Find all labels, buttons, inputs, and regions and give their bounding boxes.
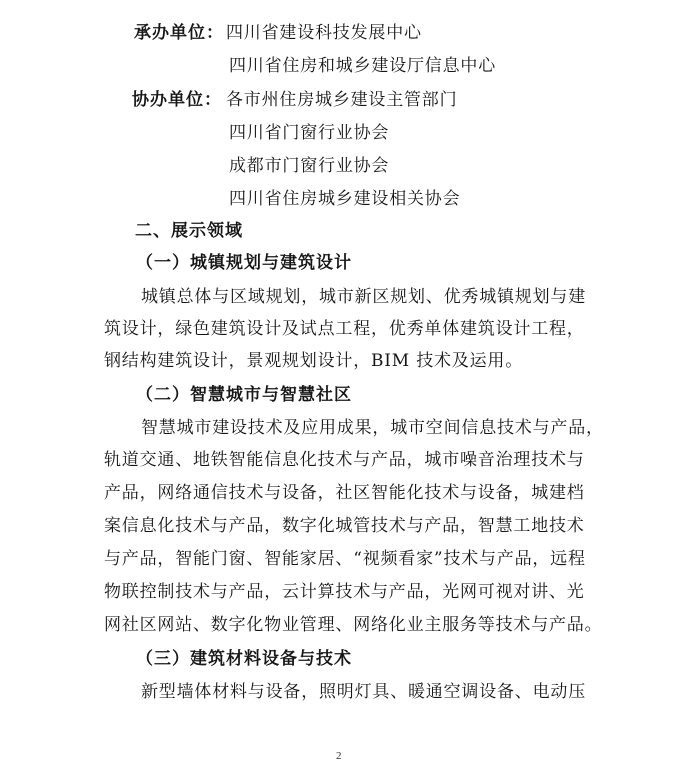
paragraph-line: 筑设计，绿色建筑设计及试点工程，优秀单体建筑设计工程，	[104, 319, 585, 339]
subsection-title-3: （三）建筑材料设备与技术	[136, 649, 352, 669]
subsection-title-1: （一）城镇规划与建筑设计	[136, 253, 352, 273]
co-label: 协办单位：	[132, 90, 222, 110]
paragraph-line: 与产品，智能门窗、智能家居、“视频看家”技术与产品，远程	[104, 549, 586, 569]
co-unit-1: 各市州住房城乡建设主管部门	[226, 90, 458, 110]
section-heading: 二、展示领域	[135, 221, 243, 241]
paragraph-line: 城镇总体与区域规划，城市新区规划、优秀城镇规划与建	[141, 287, 586, 307]
paragraph-line: 智慧城市建设技术及应用成果，城市空间信息技术与产品，	[141, 418, 604, 438]
host-unit-1: 四川省建设科技发展中心	[226, 23, 422, 43]
paragraph-line: 网社区网站、数字化物业管理、网络化业主服务等技术与产品。	[104, 615, 603, 635]
host-unit-2: 四川省住房和城乡建设厅信息中心	[229, 56, 496, 76]
paragraph-line: 产品，网络通信技术与设备，社区智能化技术与设备，城建档	[104, 483, 585, 503]
host-label: 承办单位：	[134, 23, 224, 43]
paragraph-line: 物联控制技术与产品，云计算技术与产品，光网可视对讲、光	[104, 582, 585, 602]
co-unit-2: 四川省门窗行业协会	[229, 123, 390, 143]
paragraph-line: 新型墙体材料与设备，照明灯具、暖通空调设备、电动压	[141, 682, 586, 702]
subsection-title-2: （二）智慧城市与智慧社区	[136, 385, 352, 405]
co-unit-4: 四川省住房城乡建设相关协会	[229, 189, 461, 209]
page-number: 2	[336, 750, 342, 762]
paragraph-line: 案信息化技术与产品，数字化城管技术与产品，智慧工地技术	[104, 516, 585, 536]
co-unit-3: 成都市门窗行业协会	[229, 156, 390, 176]
paragraph-line: 轨道交通、地铁智能信息化技术与产品，城市噪音治理技术与	[104, 450, 585, 470]
paragraph-line: 钢结构建筑设计，景观规划设计，BIM 技术及运用。	[104, 351, 524, 371]
